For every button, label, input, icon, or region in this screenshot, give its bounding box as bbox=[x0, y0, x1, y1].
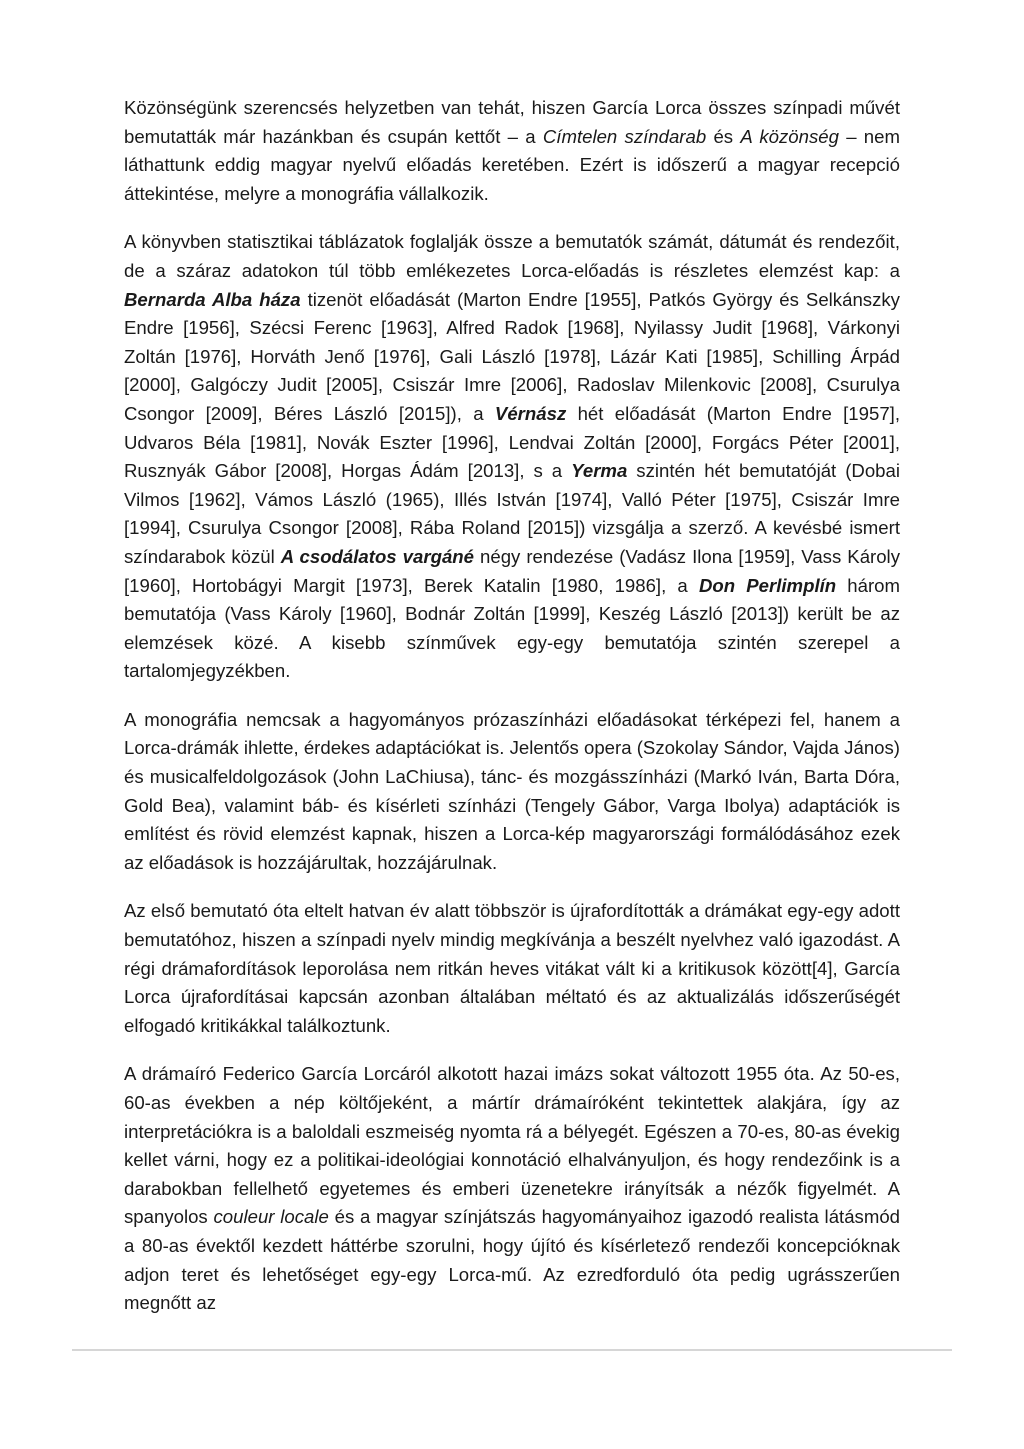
text-run: hét előadását (Marton Endre [1957], Udvaros Béla [1981], Novák Eszter [1996], Lendvai Zoltán [2000], Forgács Péter [2001], Rusznyák Gábor [2008], Horgas Ádám [2013], s a bbox=[124, 402, 900, 482]
paragraph-5 bbox=[124, 1060, 900, 1317]
play-title: A csodálatos vargáné bbox=[280, 545, 474, 567]
paragraph-1 bbox=[124, 94, 900, 208]
play-title: Bernarda Alba háza bbox=[124, 288, 301, 310]
title-emphasis: A közönség bbox=[740, 125, 839, 147]
paragraph-4 bbox=[124, 897, 900, 1040]
page-divider bbox=[72, 1349, 952, 1351]
text-run: négy rendezése (Vadász Ilona [1959], Vass Károly [1960], Hortobágyi Margit [1973], Berek Katalin [1980, 1986], a bbox=[124, 545, 900, 596]
text-run: és a magyar színjátszás hagyományaihoz igazodó realista látásmód a 80-as évektől kezdett háttérbe szorulni, hogy újító és kísérletező rendezői koncepcióknak adjon teret és lehetőséget egy-egy Lorca-mű. Az ezredforduló óta pedig ugrásszerűen megnőtt az bbox=[124, 1206, 901, 1314]
paragraph-2 bbox=[124, 228, 900, 686]
play-title: Vérnász bbox=[494, 402, 567, 424]
text-run: és bbox=[706, 125, 741, 147]
foreign-phrase: couleur locale bbox=[213, 1206, 329, 1228]
play-title: Don Perlimplín bbox=[698, 574, 837, 596]
text-run: A könyvben statisztikai táblázatok foglalják össze a bemutatók számát, dátumát és rendezőit, de a száraz adatokon túl több emlékezetes Lorca-előadás is részletes elemzést kap: a bbox=[124, 231, 900, 281]
title-emphasis: Címtelen színdarab bbox=[542, 125, 707, 147]
play-title: Yerma bbox=[571, 460, 628, 482]
text-run: tizenöt előadását (Marton Endre [1955], Patkós György és Selkánszky Endre [1956], Szécsi Ferenc [1963], Alfred Radok [1968], Nyilassy Judit [1968], Várkonyi Zoltán [1976], Horváth Jenő [1976], Gali László [1978], Lázár Kati [1985], Schilling Árpád [2000], Galgóczy Judit [2005], Csiszár Imre [2006], Radoslav Milenkovic [2008], Csurulya Csongor [2009], Béres László [2015]), a bbox=[124, 288, 900, 424]
paragraph-3 bbox=[124, 706, 900, 878]
document-body bbox=[124, 94, 900, 1318]
text-run: Az első bemutató óta eltelt hatvan év alatt többször is újrafordították a drámákat egy-egy adott bemutatóhoz, hiszen a színpadi nyelv mindig megkívánja a beszélt nyelvhez való igazodást. A régi drámafordítások leporolása nem ritkán heves vitákat vált ki a kritikusok között[4], García Lorca újrafordításai kapcsán azonban általában méltató és az aktualizálás időszerűségét elfogadó kritikákkal találkoztunk. bbox=[124, 900, 900, 1036]
text-run: A drámaíró Federico García Lorcáról alkotott hazai imázs sokat változott 1955 óta. Az 50-es, 60-as években a nép költőjeként, a mártír drámaíróként tekintettek alakjára, így az interpretációkra is a baloldali eszmeiség nyomta rá a bélyegét. Egészen a 70-es, 80-as évekig kellet várni, hogy ez a politikai-ideológiai konnotáció elhalványuljon, és hogy rendezőink is a darabokban fellelhető egyetemes és emberi üzenetekre irányítsák a nézők figyelmét. A spanyolos bbox=[124, 1063, 900, 1228]
text-run: – nem láthattunk eddig magyar nyelvű előadás keretében. Ezért is időszerű a magyar recepció áttekintése, melyre a monográfia vállalkozik. bbox=[124, 125, 900, 204]
text-run: A monográfia nemcsak a hagyományos prózaszínházi előadásokat térképezi fel, hanem a Lorca-drámák ihlette, érdekes adaptációkat is. Jelentős opera (Szokolay Sándor, Vajda János) és musicalfeldolgozások (John LaChiusa), tánc- és mozgásszínházi (Markó Iván, Barta Dóra, Gold Bea), valamint báb- és kísérleti színházi (Tengely Gábor, Varga Ibolya) adaptációk is említést és rövid elemzést kapnak, hiszen a Lorca-kép magyarországi formálódásához ezek az előadások is hozzájárultak, hozzájárulnak. bbox=[124, 708, 900, 873]
text-run: Közönségünk szerencsés helyzetben van tehát, hiszen García Lorca összes színpadi művét bemutatták már hazánkban és csupán kettőt – a bbox=[124, 97, 900, 147]
text-run: három bemutatója (Vass Károly [1960], Bodnár Zoltán [1999], Keszég László [2013]) került be az elemzések közé. A kisebb színművek egy-egy bemutatója szintén szerepel a tartalomjegyzékben. bbox=[124, 574, 901, 682]
text-run: szintén hét bemutatóját (Dobai Vilmos [1962], Vámos László (1965), Illés István [1974], Valló Péter [1975], Csiszár Imre [1994], Csurulya Csongor [2008], Rába Roland [2015]) vizsgálja a szerző. A kevésbé ismert színdarabok közül bbox=[124, 460, 900, 567]
